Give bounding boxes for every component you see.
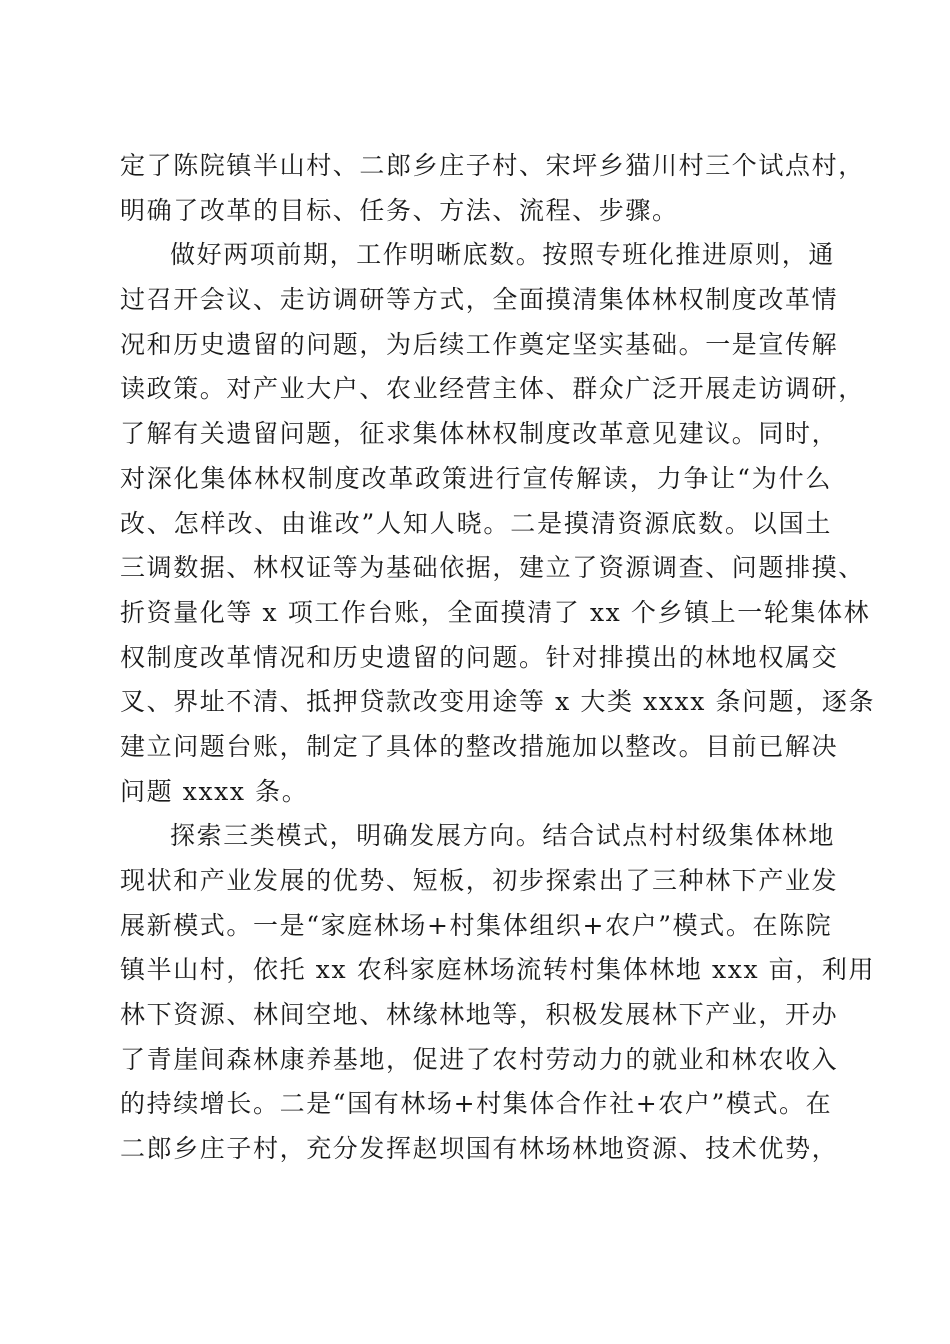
text-line: 过召开会议、走访调研等方式，全面摸清集体林权制度改革情 (120, 285, 839, 315)
document-body (120, 144, 876, 1172)
text-line: 读政策。对产业大户、农业经营主体、群众广泛开展走访调研， (120, 374, 865, 404)
text-line: 现状和产业发展的优势、短板，初步探索出了三种林下产业发 (120, 866, 839, 895)
paragraph-pilot-villages (120, 144, 865, 233)
text-line: 折资量化等 x 项工作台账，全面摸清了 xx 个乡镇上一轮集体林 (120, 597, 871, 627)
paragraph-preliminary-work (120, 233, 876, 814)
text-line: 问题 xxxx 条。 (120, 776, 309, 806)
text-line: 的持续增长。二是“国有林场+村集体合作社+农户”模式。在 (120, 1089, 833, 1119)
text-line: 建立问题台账，制定了具体的整改措施加以整改。目前已解决 (120, 731, 839, 761)
text-line: 三调数据、林权证等为基础依据，建立了资源调查、问题排摸、 (120, 553, 865, 583)
text-line: 了青崖间森林康养基地，促进了农村劳动力的就业和林农收入 (120, 1044, 839, 1074)
text-line: 林下资源、林间空地、林缘林地等，积极发展林下产业，开办 (120, 1000, 839, 1030)
text-line: 况和历史遗留的问题，为后续工作奠定坚实基础。一是宣传解 (120, 329, 839, 359)
text-line: 了解有关遗留问题，征求集体林权制度改革意见建议。同时， (120, 419, 839, 449)
text-line: 改、怎样改、由谁改”人知人晓。二是摸清资源底数。以国土 (120, 508, 832, 538)
text-line: 对深化集体林权制度改革政策进行宣传解读，力争让“为什么 (120, 463, 832, 493)
text-line: 叉、界址不清、抵押贷款改变用途等 x 大类 xxxx 条问题，逐条 (120, 687, 876, 717)
text-line: 镇半山村，依托 xx 农科家庭林场流转村集体林地 xxx 亩，利用 (120, 955, 876, 985)
text-line: 定了陈院镇半山村、二郎乡庄子村、宋坪乡猫川村三个试点村， (120, 151, 865, 180)
text-line: 探索三类模式，明确发展方向。结合试点村村级集体林地 (170, 821, 836, 851)
text-line: 权制度改革情况和历史遗留的问题。针对排摸出的林地权属交 (120, 642, 839, 672)
text-line: 展新模式。一是“家庭林场+村集体组织+农户”模式。在陈院 (120, 910, 833, 940)
paragraph-three-models (120, 814, 876, 1172)
text-line: 做好两项前期，工作明晰底数。按照专班化推进原则，通 (170, 240, 836, 270)
text-line: 二郎乡庄子村，充分发挥赵坝国有林场林地资源、技术优势， (120, 1134, 839, 1164)
text-line: 明确了改革的目标、任务、方法、流程、步骤。 (120, 195, 679, 225)
